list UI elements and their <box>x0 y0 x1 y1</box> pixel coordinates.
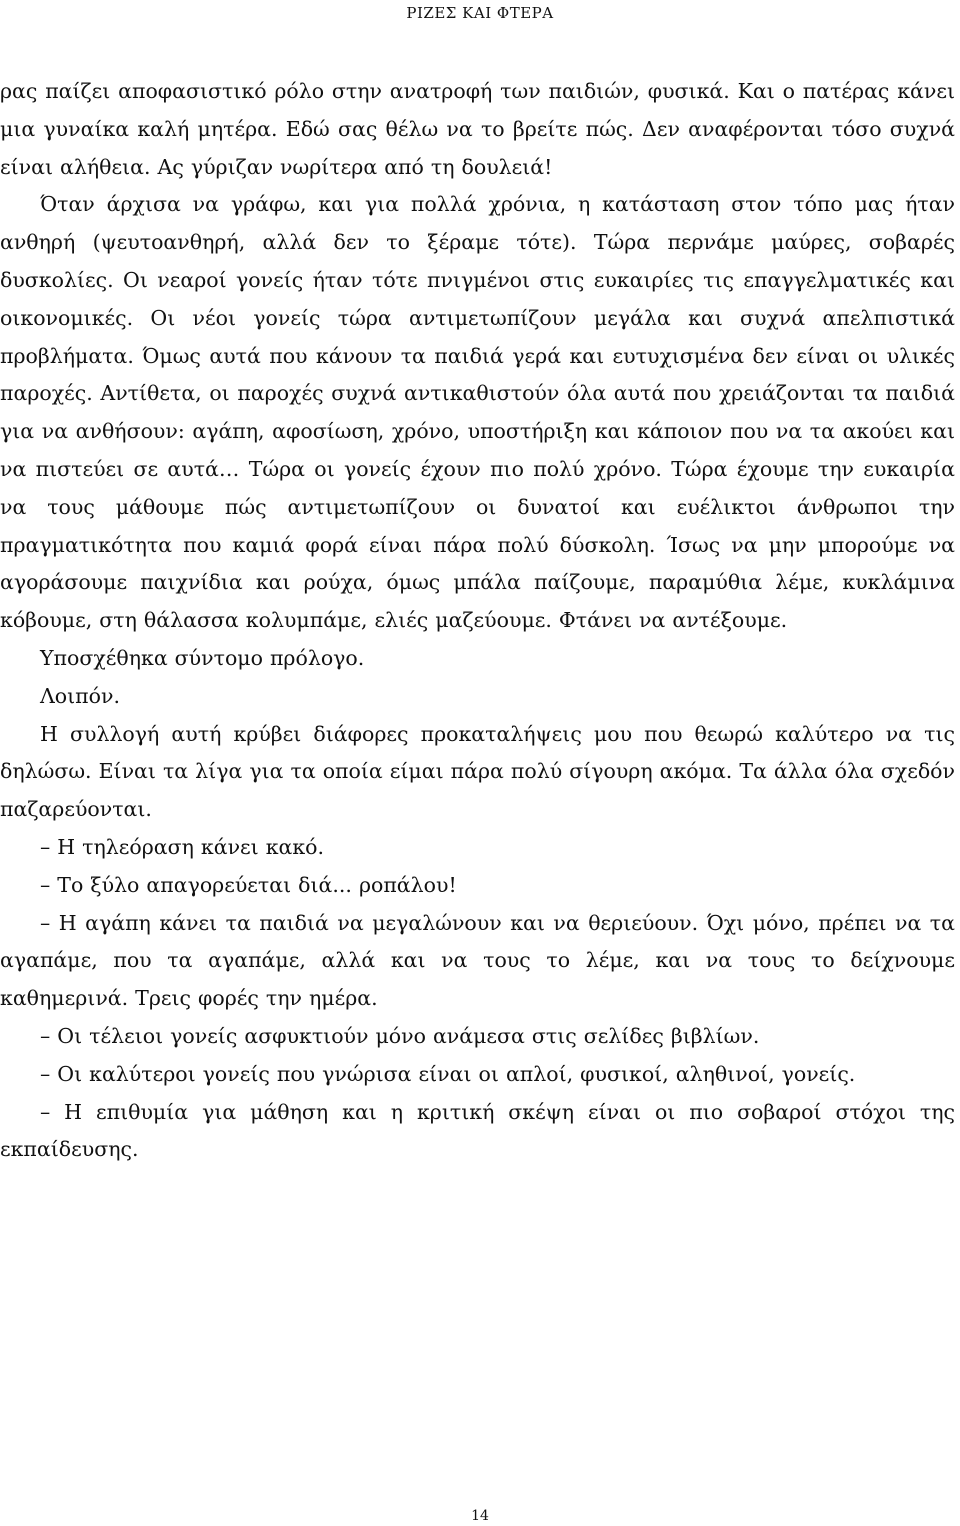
paragraph-so: Λοιπόν. <box>40 683 120 708</box>
list-item-love: – Η αγάπη κάνει τα παιδιά να μεγαλώνουν και να θεριεύουν. Όχι μόνο, πρέπει να τα αγαπάμε, που τα αγαπάμε, αλλά και να τους το λέμε, και να τους το δείχνουμε καθημερινά. Τρεις φορές την ημέρα. <box>0 910 955 1011</box>
list-item-television: – Η τηλεόραση κάνει κακό. <box>40 834 325 859</box>
page-number: 14 <box>471 1508 489 1524</box>
paragraph-continuation: ρας παίζει αποφασιστικό ρόλο στην ανατροφή των παιδιών, φυσικά. Και ο πατέρας κάνει μια γυναίκα καλή μητέρα. Εδώ σας θέλω να το βρείτε πώς. Δεν αναφέρονται τόσο συχνά είναι αλήθεια. Ας γύριζαν νωρίτερα από τη δουλειά! <box>0 79 955 179</box>
list-item-beating: – Το ξύλο απαγορεύεται διά... ροπάλου! <box>40 872 457 897</box>
list-item-perfect-parents: – Οι τέλειοι γονείς ασφυκτιούν μόνο ανάμεσα στις σελίδες βιβλίων. <box>40 1023 760 1048</box>
paragraph-promise: Υποσχέθηκα σύντομο πρόλογο. <box>40 645 365 670</box>
running-header: ΡΙΖΕΣ ΚΑΙ ΦΤΕΡΑ <box>406 4 554 22</box>
paragraph-prejudices: Η συλλογή αυτή κρύβει διάφορες προκαταλήψεις μου που θεωρώ καλύτερο να τις δηλώσω. Είναι τα λίγα για τα οποία είμαι πάρα πολύ σίγουρη ακόμα. Τα άλλα όλα σχεδόν παζαρεύονται. <box>0 721 955 822</box>
list-item-education: – Η επιθυμία για μάθηση και η κριτική σκέψη είναι οι πιο σοβαροί στόχοι της εκπαίδευσης. <box>0 1099 955 1162</box>
paragraph-situation: Όταν άρχισα να γράφω, και για πολλά χρόνια, η κατάσταση στον τόπο μας ήταν ανθηρή (ψευτοανθηρή, αλλά δεν το ξέραμε τότε). Τώρα περνάμε μαύρες, σοβαρές δυσκολίες. Οι νεαροί γονείς ήταν τότε πνιγμένοι στις ευκαιρίες τις επαγγελματικές και οικονομικές. Οι νέοι γονείς τώρα αντιμετωπίζουν μεγάλα και συχνά απελπιστικά προβλήματα. Όμως αυτά που κάνουν τα παιδιά γερά και ευτυχισμένα δεν είναι οι υλικές παροχές. Αντίθετα, οι παροχές συχνά αντικαθιστούν όλα αυτά που χρειάζονται τα παιδιά για να ανθήσουν: αγάπη, αφοσίωση, χρόνο, υποστήριξη και κάποιον που να τα ακούει και να πιστεύει σε αυτά… Τώρα οι γονείς έχουν πιο πολύ χρόνο. Τώρα έχουμε την ευκαιρία να τους μάθουμε πώς αντιμετωπίζουν οι δυνατοί και ευέλικτοι άνθρωποι την πραγματικότητα που καμιά φορά είναι πάρα πολύ δύσκολη. Ίσως να μην μπορούμε να αγοράσουμε παιχνίδια και ρούχα, όμως μπάλα παίζουμε, παραμύθια λέμε, κυκλάμινα κόβουμε, στη θάλασσα κολυμπάμε, ελιές μαζεύουμε. Φτάνει να αντέξουμε. <box>0 192 955 633</box>
body-text <box>0 73 955 1169</box>
list-item-best-parents: – Οι καλύτεροι γονείς που γνώρισα είναι οι απλοί, φυσικοί, αληθινοί, γονείς. <box>40 1061 856 1086</box>
